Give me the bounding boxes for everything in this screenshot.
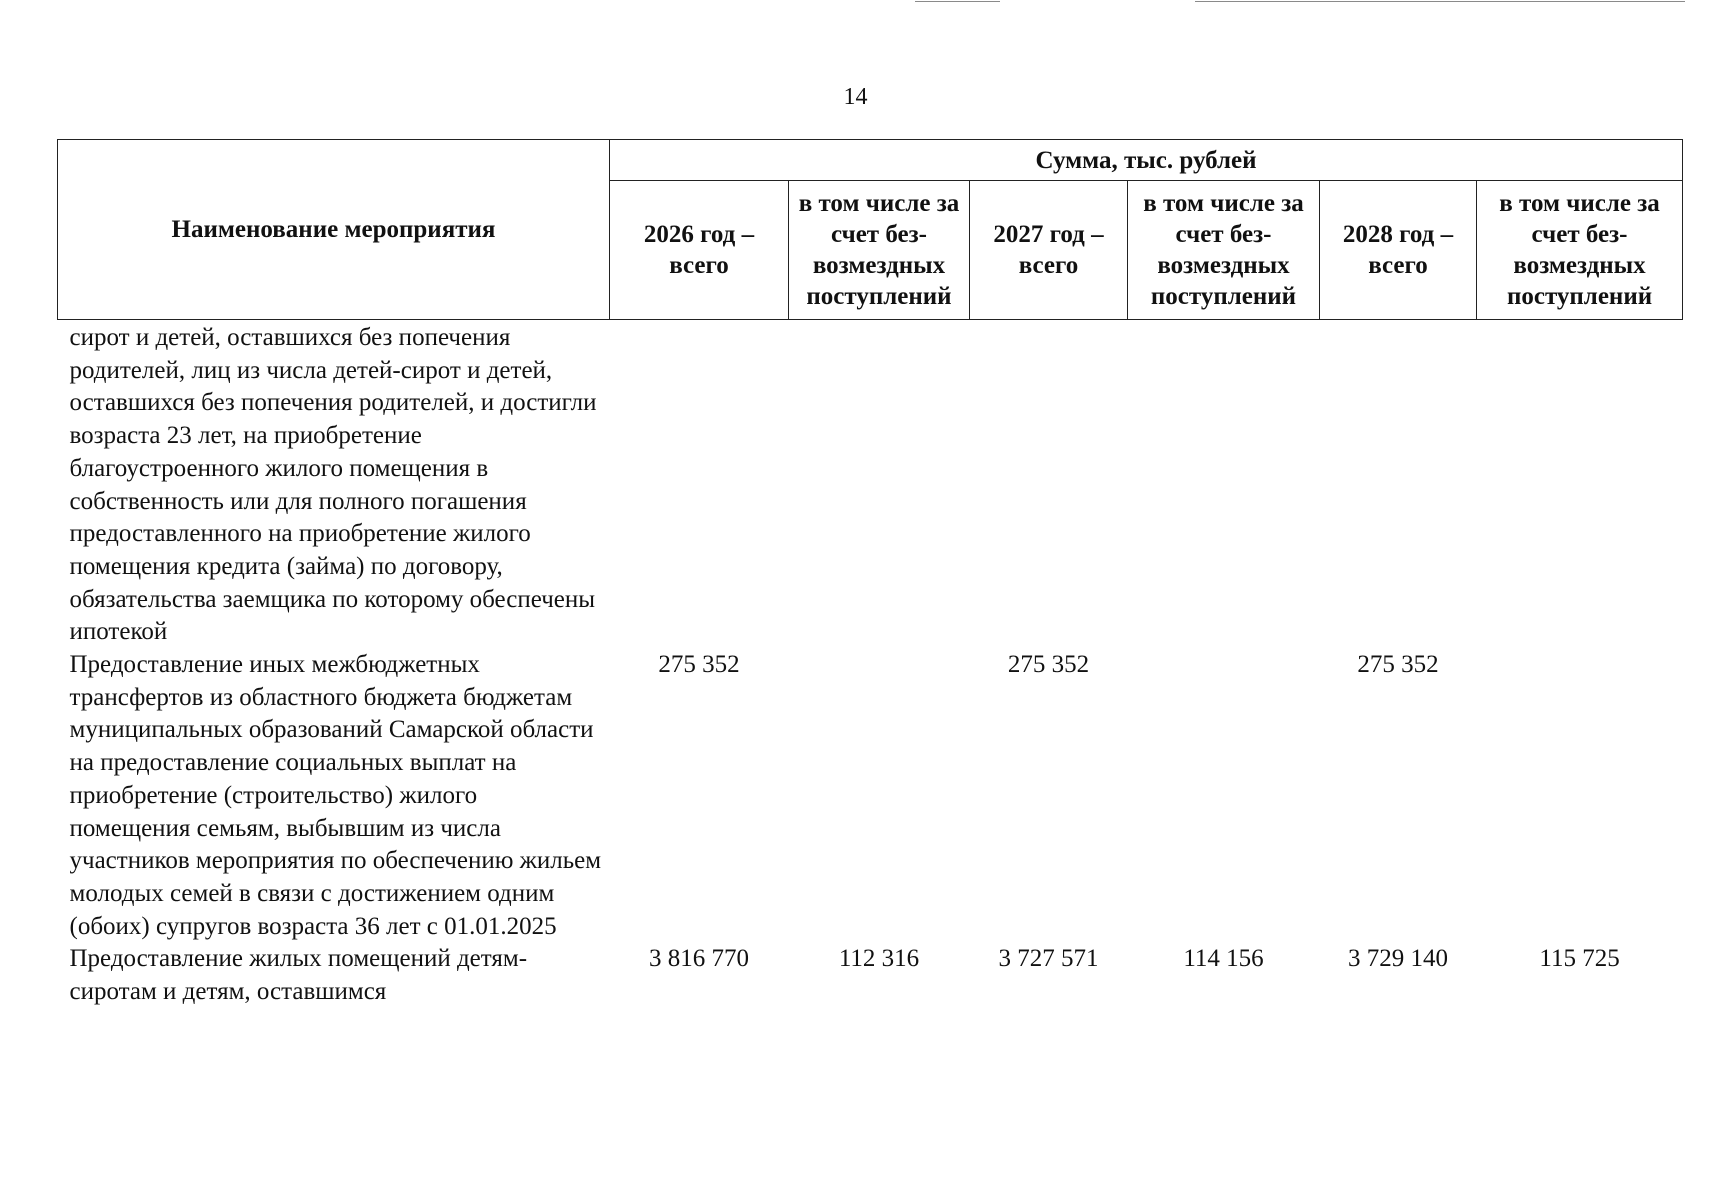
header-2026-gratuitous: в том числе за счет без-возмездных поступлений <box>789 181 970 320</box>
table-row <box>58 943 1683 1008</box>
value-2028-total <box>1320 320 1477 650</box>
header-2028-total: 2028 год – всего <box>1320 181 1477 320</box>
value-2028-gratuitous <box>1477 320 1683 650</box>
value-2027-gratuitous <box>1128 649 1320 943</box>
value-2027-total <box>970 320 1128 650</box>
event-name-cell: Предоставление жилых помещений детям-сиротам и детям, оставшимся <box>69 945 528 1006</box>
scan-edge-line <box>915 1 1000 2</box>
event-name-cell: сирот и детей, оставшихся без попечения родителей, лиц из числа детей-сирот и детей, оставшихся без попечения родителей, и достигли возраста 23 лет, на приобретение благоустроенного жилого помещения в собственность или для полного погашения предоставленного на приобретение жилого помещения кредита (займа) по договору, обязательства заемщика по которому обеспечены ипотекой <box>69 324 597 646</box>
header-sum-group: Сумма, тыс. рублей <box>610 140 1683 181</box>
header-event-name: Наименование мероприятия <box>58 140 610 320</box>
value-2028-gratuitous <box>1477 649 1683 943</box>
scan-edge-line <box>1195 1 1685 2</box>
funding-table <box>57 139 1683 1009</box>
header-2028-gratuitous: в том числе за счет без-возмездных поступлений <box>1477 181 1683 320</box>
value-2028-gratuitous: 115 725 <box>1539 945 1620 973</box>
value-2026-total <box>610 320 789 650</box>
header-2027-gratuitous: в том числе за счет без-возмездных поступлений <box>1128 181 1320 320</box>
value-2026-total: 3 816 770 <box>649 945 749 973</box>
event-name-cell: Предоставление иных межбюджетных трансфертов из областного бюджета бюджетам муниципальных образований Самарской области на предоставление социальных выплат на приобретение (строительство) жилого помещения семьям, выбывшим из числа участников мероприятия по обеспечению жильем молодых семей в связи с достижением одним (обоих) супругов возраста 36 лет с 01.01.2025 <box>69 651 602 940</box>
value-2028-total: 3 729 140 <box>1348 945 1448 973</box>
value-2026-gratuitous: 112 316 <box>838 945 920 973</box>
table-row <box>58 320 1683 650</box>
header-2026-total: 2026 год – всего <box>610 181 789 320</box>
value-2026-gratuitous <box>789 320 970 650</box>
value-2027-gratuitous <box>1128 320 1320 650</box>
header-2027-total: 2027 год – всего <box>970 181 1128 320</box>
page-number: 14 <box>843 84 868 110</box>
value-2026-gratuitous <box>789 649 970 943</box>
value-2026-total: 275 352 <box>658 651 740 679</box>
table-row <box>58 649 1683 943</box>
value-2027-total: 275 352 <box>1007 651 1090 679</box>
value-2027-gratuitous: 114 156 <box>1183 945 1264 973</box>
value-2027-total: 3 727 571 <box>998 945 1099 973</box>
value-2028-total: 275 352 <box>1357 651 1439 679</box>
